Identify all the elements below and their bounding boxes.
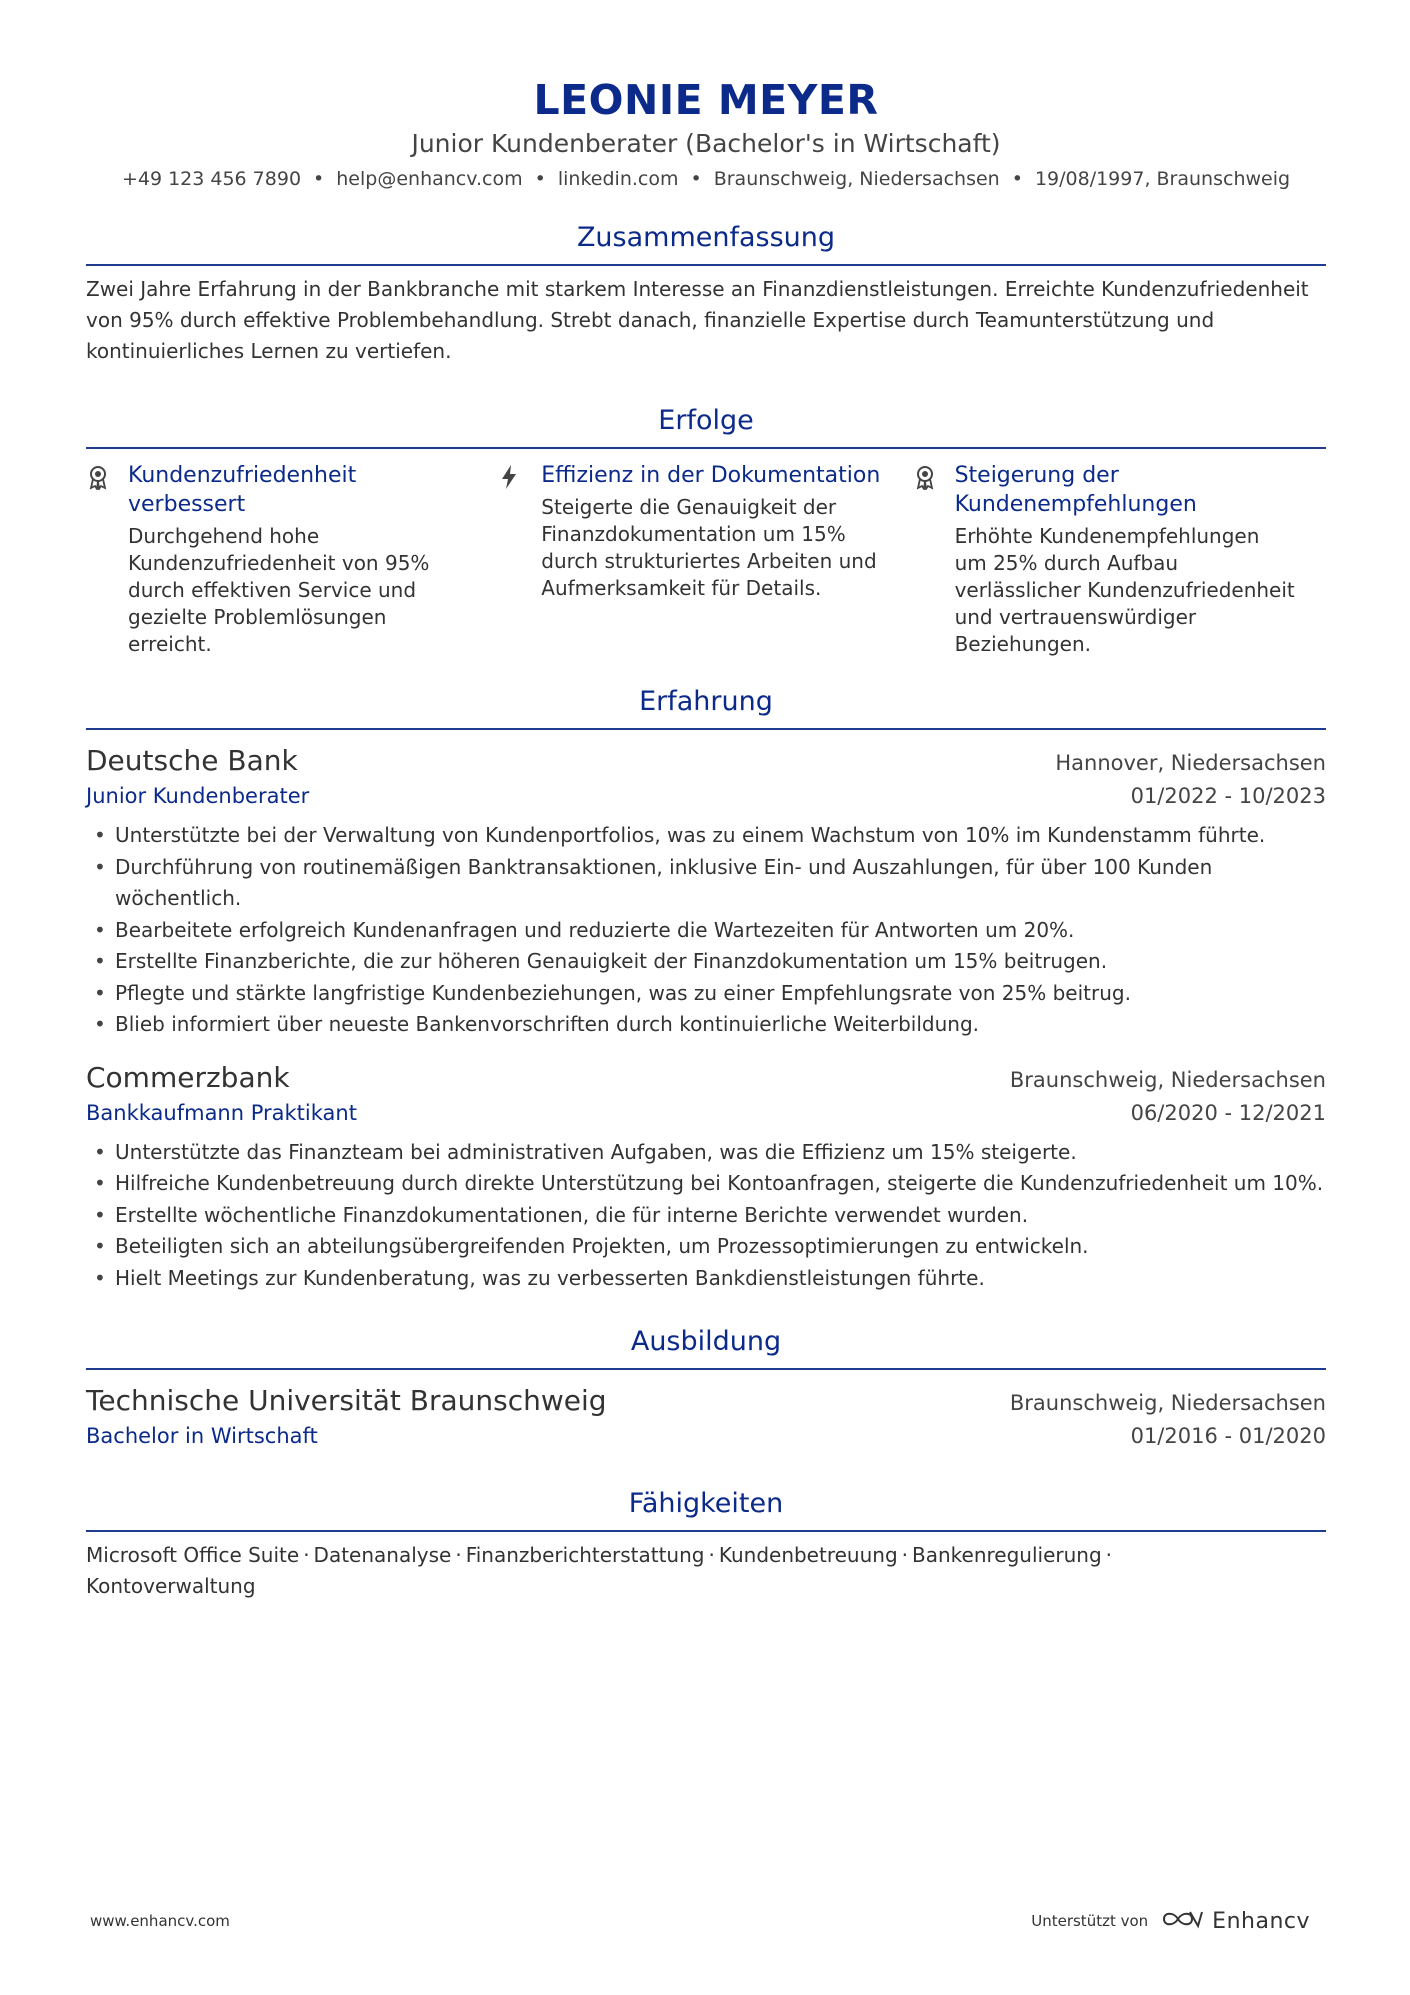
separator-dot: • [1011, 168, 1023, 190]
job-dates: 01/2022 - 10/2023 [1130, 784, 1326, 808]
achievement-item [86, 461, 499, 658]
enhancv-logo-icon [1160, 1908, 1204, 1934]
skill-item: Microsoft Office Suite [86, 1543, 300, 1567]
footer-url[interactable]: www.enhancv.com [90, 1912, 230, 1930]
section-title-experience: Erfahrung [86, 684, 1326, 730]
bullet-item: • Hielt Meetings zur Kundenberatung, was zu verbesserten Bankdienstleistungen führte. [86, 1263, 1326, 1295]
achievement-title: Effizienz in der Dokumentation [541, 463, 881, 488]
brand-name: Enhancv [1212, 1908, 1310, 1934]
resume-page [86, 0, 1326, 1602]
skill-item: Datenanalyse [313, 1543, 452, 1567]
bullet-item: • Beteiligten sich an abteilungsübergreifenden Projekten, um Prozessoptimierungen zu entwickeln. [86, 1231, 1326, 1263]
skill-item: Kundenbetreuung [718, 1543, 898, 1567]
section-title-education: Ausbildung [86, 1324, 1326, 1370]
award-icon [86, 461, 128, 658]
separator-dot: · [455, 1543, 462, 1567]
job-dates: 06/2020 - 12/2021 [1130, 1100, 1326, 1125]
separator-dot: • [690, 168, 702, 190]
school-location: Braunschweig, Niedersachsen [1009, 1391, 1326, 1415]
job-role: Junior Kundenberater [86, 784, 310, 808]
job-role: Bankkaufmann Praktikant [86, 1100, 357, 1125]
bullet-item: • Pflegte und stärkte langfristige Kundenbeziehungen, was zu einer Empfehlungsrate von 25% beitrug. [86, 978, 1326, 1010]
education-entry [86, 1382, 1326, 1452]
achievement-description: Erhöhte Kundenempfehlungen um 25% durch Aufbau verlässlicher Kundenzufriedenheit und vertrauenswürdiger Beziehungen. [954, 524, 1295, 656]
skills-section [86, 1486, 1326, 1602]
separator-dot: · [1105, 1543, 1113, 1567]
achievement-title: Kundenzufriedenheit verbessert [128, 463, 357, 517]
separator-dot: · [303, 1543, 310, 1567]
bullet-item: • Unterstützte das Finanzteam bei administrativen Aufgaben, was die Effizienz um 15% steigerte. [86, 1137, 1326, 1169]
company-name: Deutsche Bank [86, 744, 298, 777]
award-icon [913, 461, 955, 658]
section-title-summary: Zusammenfassung [86, 220, 1326, 266]
powered-by-label: Unterstützt von [1031, 1912, 1149, 1930]
bullet-item: • Erstellte Finanzberichte, die zur höheren Genauigkeit der Finanzdokumentation um 15% beitrugen. [86, 946, 1326, 978]
candidate-name: LEONIE MEYER [533, 76, 879, 124]
degree: Bachelor in Wirtschaft [86, 1424, 318, 1448]
contact-line [86, 166, 1326, 192]
section-title-skills: Fähigkeiten [86, 1486, 1326, 1532]
job-location: Hannover, Niedersachsen [1055, 751, 1326, 775]
summary-text: Zwei Jahre Erfahrung in der Bankbranche mit starkem Interesse an Finanzdienstleistungen. Erreichte Kundenzufriedenheit von 95% durch effektive Problembehandlung. Strebt danach, finanzielle Expertise durch Teamunterstützung und kontinuierliches Lernen zu vertiefen. [86, 277, 1309, 363]
achievement-title: Steigerung der Kundenempfehlungen [954, 463, 1197, 517]
job-bullets [86, 820, 1326, 1041]
job-location: Braunschweig, Niedersachsen [1009, 1067, 1326, 1092]
achievements-section [86, 403, 1326, 658]
bullet-item: • Unterstützte bei der Verwaltung von Kundenportfolios, was zu einem Wachstum von 10% im Kundenstamm führte. [86, 820, 1326, 852]
separator-dot: • [534, 168, 546, 190]
candidate-title: Junior Kundenberater (Bachelor's in Wirtschaft) [411, 129, 1001, 158]
bullet-item: • Blieb informiert über neueste Bankenvorschriften durch kontinuierliche Weiterbildung. [86, 1009, 1326, 1041]
skill-item: Finanzberichterstattung [465, 1543, 705, 1567]
bullet-item: • Durchführung von routinemäßigen Banktransaktionen, inklusive Ein- und Auszahlungen, für über 100 Kunden wöchentlich. [86, 852, 1326, 915]
lightning-icon [499, 461, 541, 658]
section-title-achievements: Erfolge [86, 403, 1326, 449]
bullet-item: • Bearbeitete erfolgreich Kundenanfragen und reduzierte die Wartezeiten für Antworten um 20%. [86, 915, 1326, 947]
birth-info: 19/08/1997, Braunschweig [1034, 168, 1291, 190]
separator-dot: • [313, 168, 325, 190]
achievement-description: Steigerte die Genauigkeit der Finanzdokumentation um 15% durch strukturiertes Arbeiten und Aufmerksamkeit für Details. [541, 495, 877, 600]
resume-header [86, 0, 1326, 192]
achievement-item [913, 461, 1326, 658]
job-entry [86, 742, 1326, 1041]
achievement-description: Durchgehend hohe Kundenzufriedenheit von 95% durch effektiven Service und gezielte Problemlösungen erreicht. [128, 524, 430, 656]
school-name: Technische Universität Braunschweig [86, 1384, 607, 1417]
summary-section [86, 220, 1326, 367]
achievements-grid [86, 461, 1326, 658]
linkedin-link[interactable]: linkedin.com [557, 168, 679, 190]
separator-dot: · [708, 1543, 715, 1567]
email-link[interactable]: help@enhancv.com [336, 168, 523, 190]
bullet-item: • Hilfreiche Kundenbetreuung durch direkte Unterstützung bei Kontoanfragen, steigerte die Kundenzufriedenheit um 10%. [86, 1168, 1326, 1200]
separator-dot: · [901, 1543, 909, 1567]
bullet-item: • Erstellte wöchentliche Finanzdokumentationen, die für interne Berichte verwendet wurden. [86, 1200, 1326, 1232]
location: Braunschweig, Niedersachsen [713, 168, 1000, 190]
achievement-item [499, 461, 912, 658]
skill-item: Kontoverwaltung [86, 1574, 256, 1598]
skills-list [86, 1540, 1326, 1602]
education-section [86, 1324, 1326, 1452]
page-footer [90, 1908, 1310, 1934]
phone: +49 123 456 7890 [121, 168, 302, 190]
skill-item: Bankenregulierung [912, 1543, 1102, 1567]
experience-section [86, 684, 1326, 1294]
company-name: Commerzbank [86, 1060, 290, 1094]
powered-by [1031, 1908, 1310, 1934]
job-bullets [86, 1137, 1326, 1295]
job-entry [86, 1059, 1326, 1295]
education-dates: 01/2016 - 01/2020 [1130, 1424, 1326, 1448]
